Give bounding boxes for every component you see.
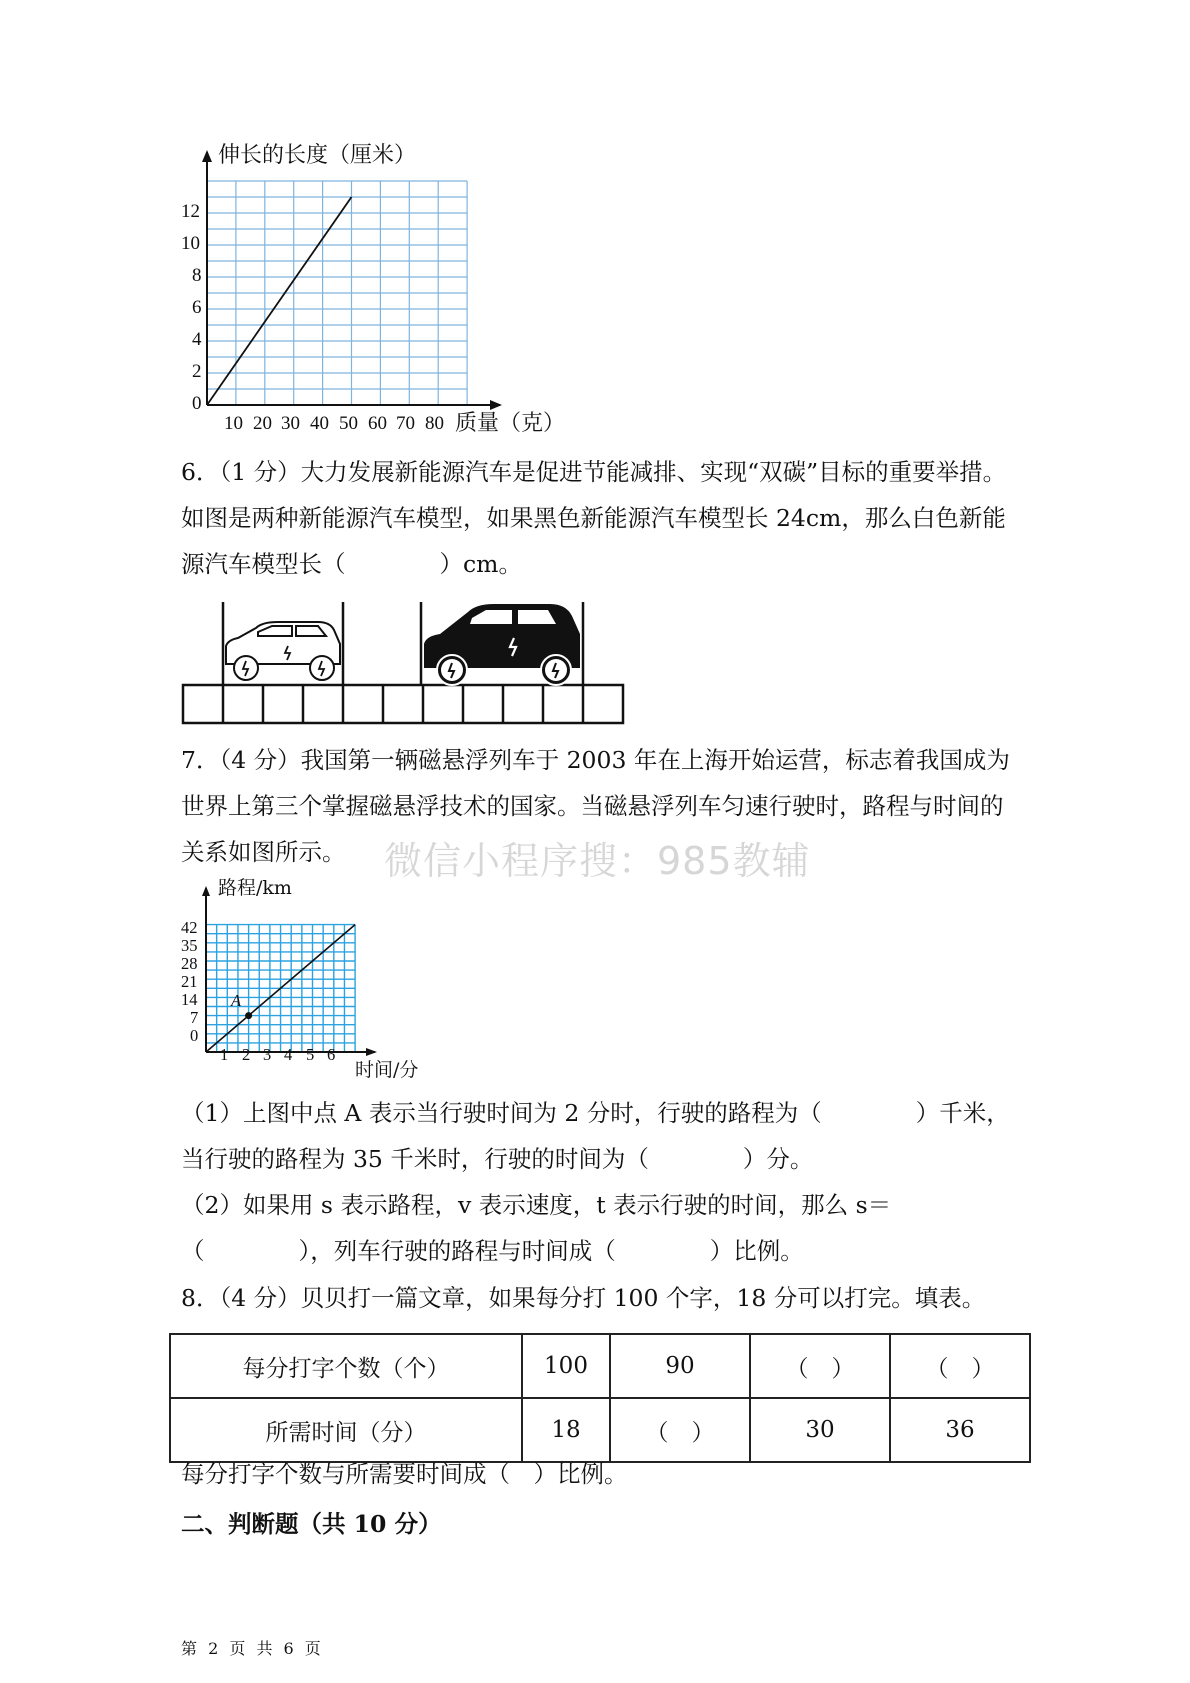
origin-label: 0 xyxy=(190,1026,199,1045)
origin-label: 0 xyxy=(192,393,202,414)
train-chart-svg xyxy=(0,0,600,1100)
q7-line1: 7．（4 分）我国第一辆磁悬浮列车于 2003 年在上海开始运营，标志着我国成为 xyxy=(181,746,1010,774)
y-tick-label: 28 xyxy=(181,954,198,973)
typing-table xyxy=(169,1333,1031,1463)
y-tick-label: 21 xyxy=(181,972,198,991)
x-tick-label: 10 xyxy=(224,413,243,434)
q7-sub1-line1: （1）上图中点 A 表示当行驶时间为 2 分时，行驶的路程为（ ）千米， xyxy=(181,1099,1010,1127)
table-cell: 18 xyxy=(522,1398,610,1462)
x-axis-title: 质量（克） xyxy=(455,411,566,436)
y-tick-label: 35 xyxy=(181,936,198,955)
y-axis-title: 路程/km xyxy=(218,877,292,899)
table-cell[interactable]: （ ） xyxy=(890,1334,1030,1398)
table-cell: 36 xyxy=(890,1398,1030,1462)
y-tick-label: 12 xyxy=(181,201,200,222)
y-tick-label: 10 xyxy=(181,233,200,254)
x-tick-label: 40 xyxy=(310,413,329,434)
x-axis-title: 时间/分 xyxy=(355,1059,419,1081)
y-axis-title: 伸长的长度（厘米） xyxy=(218,143,417,168)
table-cell: 每分打字个数（个） xyxy=(170,1334,522,1398)
watermark-text: 微信小程序搜：985教辅 xyxy=(384,839,811,883)
x-axis-arrow xyxy=(366,1048,377,1056)
q7-sub2-line1: （2）如果用 s 表示路程，v 表示速度，t 表示行驶的时间，那么 s＝ xyxy=(181,1191,892,1219)
q7-line2: 世界上第三个掌握磁悬浮技术的国家。当磁悬浮列车匀速行驶时，路程与时间的 xyxy=(181,792,1004,820)
y-tick-label: 6 xyxy=(192,297,202,318)
y-tick-label: 14 xyxy=(181,990,198,1009)
page-footer: 第 2 页 共 6 页 xyxy=(181,1639,324,1658)
table-cell[interactable]: （ ） xyxy=(750,1334,890,1398)
q7-line3: 关系如图所示。 xyxy=(181,838,346,866)
q6-line3: 源汽车模型长（ ）cm。 xyxy=(181,550,522,578)
x-tick-label: 4 xyxy=(284,1045,293,1064)
x-tick-label: 2 xyxy=(242,1045,251,1064)
y-tick-label: 7 xyxy=(190,1008,199,1027)
x-tick-label: 50 xyxy=(339,413,358,434)
table-row xyxy=(170,1334,1030,1398)
x-tick-label: 5 xyxy=(306,1045,315,1064)
q7-sub2-line2: （ ），列车行驶的路程与时间成（ ）比例。 xyxy=(181,1237,804,1265)
y-tick-label: 4 xyxy=(192,329,202,350)
x-tick-label: 80 xyxy=(425,413,444,434)
x-tick-label: 6 xyxy=(327,1045,336,1064)
q6-line2: 如图是两种新能源汽车模型，如果黑色新能源汽车模型长 24cm，那么白色新能 xyxy=(181,504,1006,532)
q6-line1: 6．（1 分）大力发展新能源汽车是促进节能减排、实现“双碳”目标的重要举措。 xyxy=(181,458,1007,486)
x-tick-label: 30 xyxy=(281,413,300,434)
point-a-marker xyxy=(245,1012,252,1019)
x-tick-label: 3 xyxy=(263,1045,272,1064)
x-tick-label: 70 xyxy=(396,413,415,434)
section-heading: 二、判断题（共 10 分） xyxy=(181,1510,442,1538)
x-tick-label: 60 xyxy=(368,413,387,434)
x-tick-label: 20 xyxy=(253,413,272,434)
table-cell: 30 xyxy=(750,1398,890,1462)
q8-line1: 8．（4 分）贝贝打一篇文章，如果每分打 100 个字，18 分可以打完。填表。 xyxy=(181,1284,986,1312)
table-cell: 所需时间（分） xyxy=(170,1398,522,1462)
q8-after-line: 每分打字个数与所需要时间成（ ）比例。 xyxy=(181,1460,628,1488)
y-axis-arrow xyxy=(202,886,210,896)
table-cell: 100 xyxy=(522,1334,610,1398)
point-a-label: A xyxy=(231,991,242,1010)
y-tick-label: 2 xyxy=(192,361,202,382)
y-tick-label: 42 xyxy=(181,918,198,937)
x-tick-label: 1 xyxy=(220,1045,229,1064)
table-cell: 90 xyxy=(610,1334,750,1398)
y-tick-label: 8 xyxy=(192,265,202,286)
table-cell[interactable]: （ ） xyxy=(610,1398,750,1462)
q7-sub1-line2: 当行驶的路程为 35 千米时，行驶的时间为（ ）分。 xyxy=(181,1145,814,1173)
table-row xyxy=(170,1398,1030,1462)
